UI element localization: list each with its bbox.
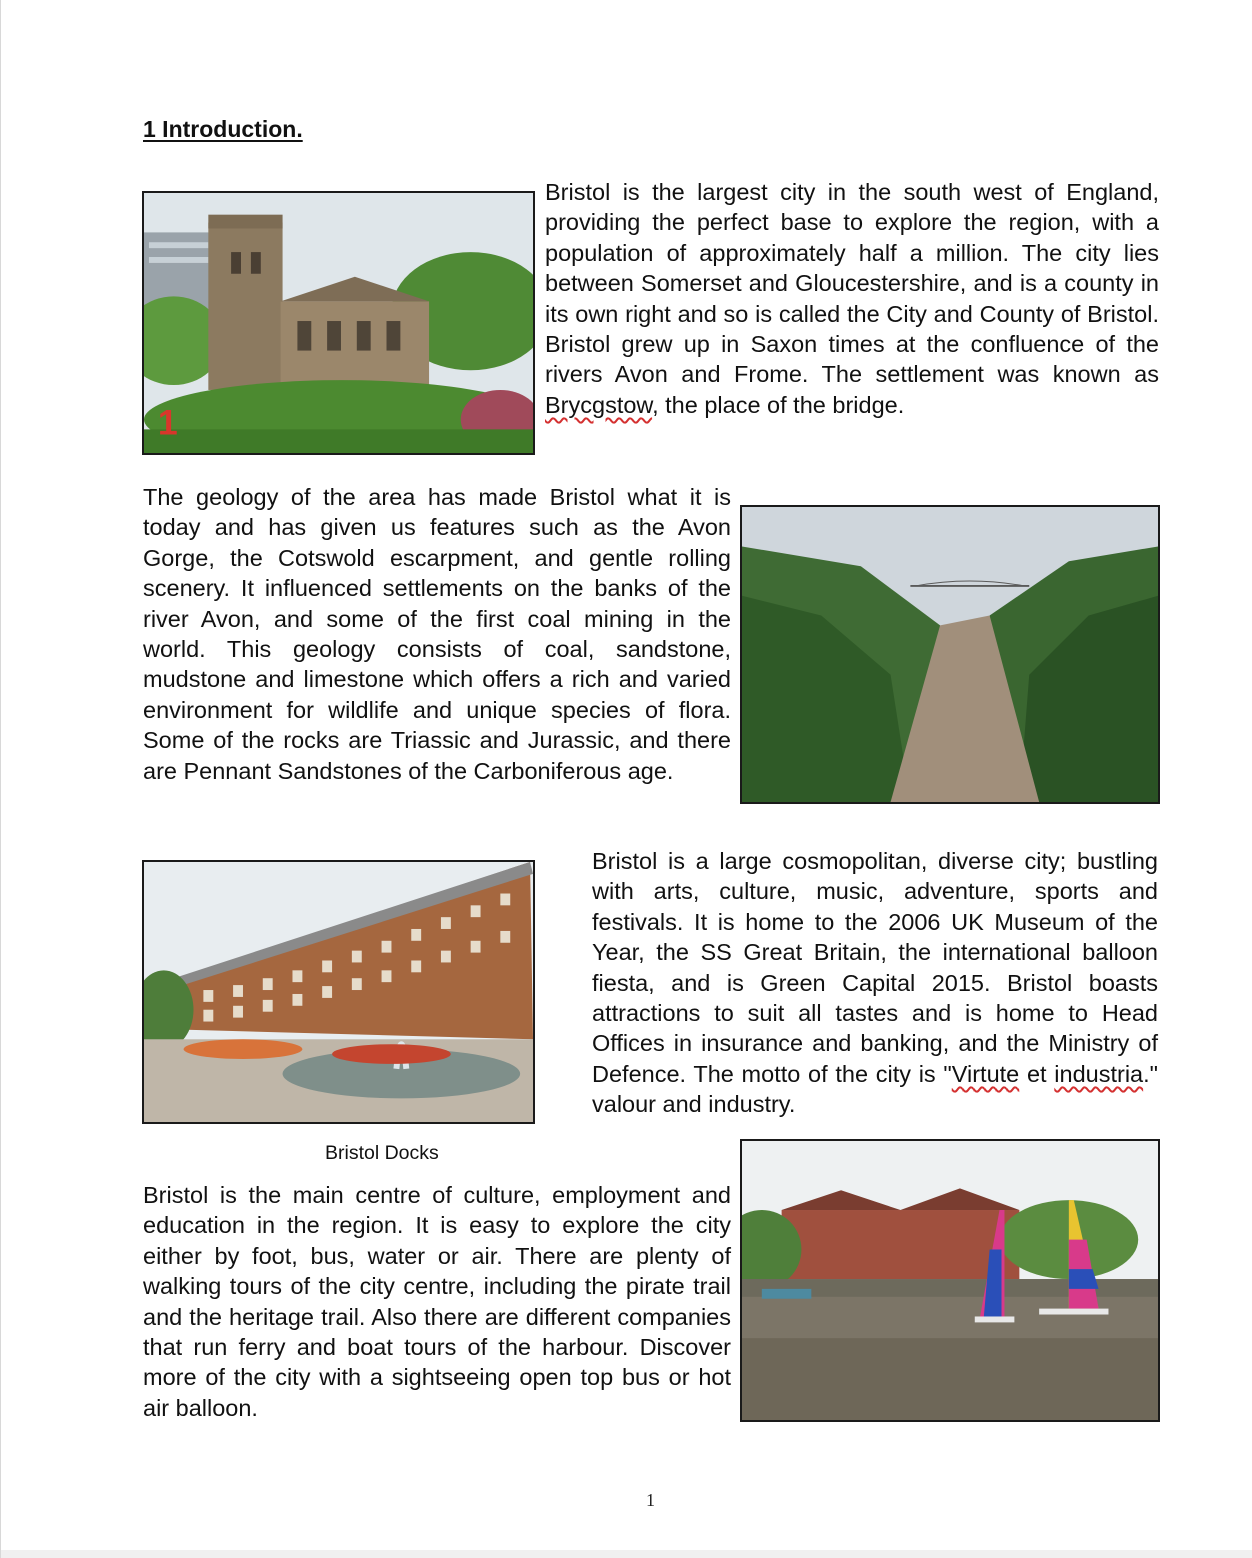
paragraph-1-text-a: Bristol is the largest city in the south west of England, providing the perfect base to explore the region, with a population of approximately half a million. The city lies between Somerset and Gloucestershire, and is a county in its own right and so is called the City and County of Bristol. Bristol grew up in Saxon times at the confluence of the rivers Avon and Frome. The settlement was known as (545, 179, 1159, 388)
paragraph-2: The geology of the area has made Bristol what it is today and has given us features such as the Avon Gorge, the Cotswold escarpment, and gentle rolling scenery. It influenced settlements on the banks of the river Avon, and some of the first coal mining in the world. This geology consists of coal, sandstone, mudstone and limestone which offers a rich and varied environment for wildlife and unique species of flora. Some of the rocks are Triassic and Jurassic, and there are Pennant Sandstones of the Carboniferous age. (143, 484, 731, 784)
spellcheck-word-industria[interactable]: industria (1054, 1060, 1144, 1087)
docks-sailboats-photo (740, 1139, 1160, 1422)
paragraph-3-text-b: et (1019, 1060, 1055, 1087)
page-bottom-edge (1, 1550, 1252, 1558)
paragraph-3 (592, 846, 1158, 1120)
photo-caption: Bristol Docks (325, 1142, 439, 1164)
church-photo (142, 191, 535, 455)
paragraph-3-text-a: Bristol is a large cosmopolitan, diverse city; bustling with arts, culture, music, adventure, sports and festivals. It is home to the 2006 UK Museum of the Year, the SS Great Britain, the international balloon fiesta, and is Green Capital 2015. Bristol boasts attractions to suit all tastes and is home to Head Offices in insurance and banking, and the Ministry of Defence. The motto of the city is " (592, 848, 1158, 1087)
council-house-photo (142, 860, 535, 1124)
page-number: 1 (646, 1490, 655, 1510)
church-photo-number: 1 (157, 402, 178, 443)
paragraph-1 (545, 177, 1159, 420)
spellcheck-word-virtute[interactable]: Virtute (951, 1060, 1020, 1087)
paragraph-4: Bristol is the main centre of culture, employment and education in the region. It is easy to explore the city either by foot, bus, water or air. There are plenty of walking tours of the city centre, including the pirate trail and the heritage trail. Also there are different companies that run ferry and boat tours of the harbour. Discover more of the city with a sightseeing open top bus or hot air balloon. (143, 1182, 731, 1421)
section-heading: 1 Introduction. (143, 116, 303, 142)
spellcheck-word-brycgstow[interactable]: Brycgstow (545, 391, 653, 418)
avon-gorge-photo (740, 505, 1160, 804)
paragraph-1-text-b: , the place of the bridge. (652, 391, 905, 418)
paragraph-3-text-c: ." valour and industry. (592, 1060, 1158, 1118)
